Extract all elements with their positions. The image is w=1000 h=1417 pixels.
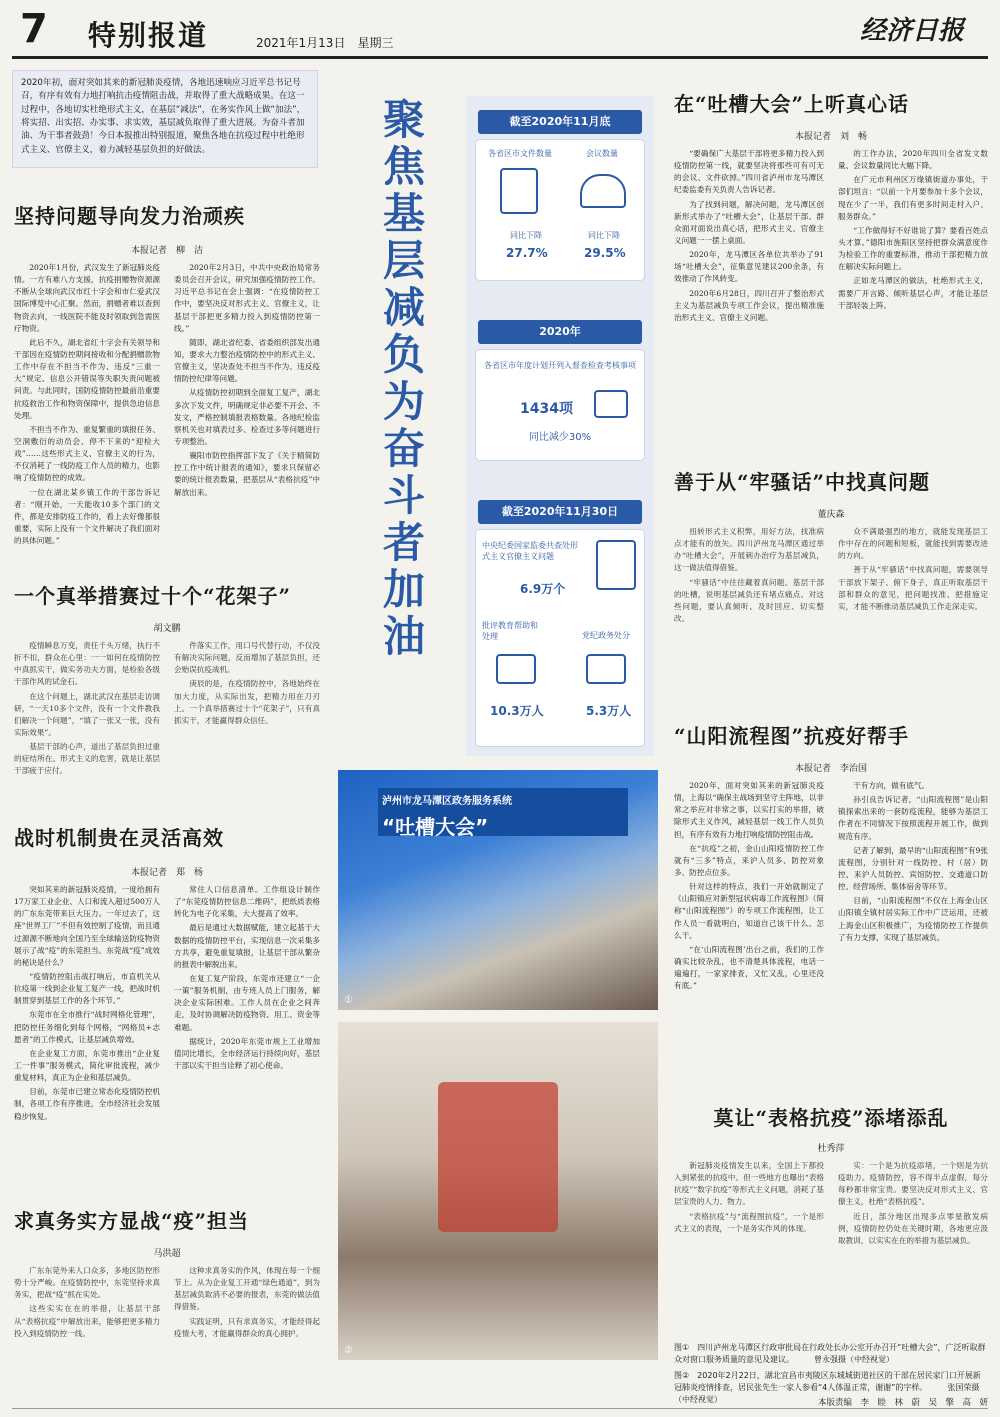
paragraph: 2020年1月份，武汉发生了新冠肺炎疫情。一方有难八方支援，抗疫捐赠物资源源不断从全球向武汉市红十字会和市仁爱武汉国际博览中心汇聚。然而，捐赠者难以查到物资去向，一线医院不能及时领取到急需医疗物资。 bbox=[14, 263, 160, 333]
meetings-label: 会议数量 bbox=[586, 149, 618, 158]
paragraph: 孙引良告诉记者，“山阳流程图”是山阳镇探索出来的一套防疫流程，能够为基层工作者在不同情况下按照流程开展工作，做到规范有序。 bbox=[838, 795, 988, 841]
paragraph: “在‘山阳流程图’出台之前，我们的工作确实比较杂乱，也不清楚具体流程，电话一遍遍打，一家家排查，又忙又乱，心里还没有底。” bbox=[674, 944, 824, 991]
people-icon bbox=[496, 654, 536, 684]
article-title: 善于从“牢骚话”中找真问题 bbox=[674, 470, 931, 494]
edu-label: 批评教育帮助和处理 bbox=[482, 621, 538, 641]
body-column bbox=[674, 1160, 824, 1310]
article-byline: 杜秀萍 bbox=[817, 1144, 845, 1154]
party-value: 5.3万人 bbox=[586, 704, 632, 718]
masthead-logo: 经济日报 bbox=[860, 16, 965, 46]
caption-2: 图② 2020年2月22日，湖北宜昌市夷陵区东城城街道社区的干部在居民家门口开展新冠肺炎疫情排查，居民张先生一家人参看“4人体温正常，谢谢”的字样。 张国荣摄（中经视觉） bbox=[674, 1371, 981, 1404]
paragraph: “工作做得好不好谁说了算？要看百姓点头才算。”德阳市旌阳区坚持把群众满意度作为检验工作的重要标准，推动干部把精力放在解决实际问题上。 bbox=[838, 225, 988, 272]
article-body bbox=[14, 640, 320, 792]
paragraph: 基层干部的心声，道出了基层负担过重的症结所在。形式主义的危害，就是让基层干部疲于应付。 bbox=[14, 742, 160, 776]
body-column bbox=[838, 148, 988, 418]
paragraph: 近日，部分地区出现多点零星散发病例，疫情防控仍处在关键时期，各地更应汲取教训，以实实在在的举措为基层减负。 bbox=[838, 1211, 988, 1245]
edu-value: 10.3万人 bbox=[490, 704, 544, 718]
paragraph: 实践证明，只有求真务实，才能经得起疫情大考，才能赢得群众的真心拥护。 bbox=[174, 1316, 320, 1338]
photo-figures bbox=[438, 1082, 558, 1232]
banner-subtitle: 泸州市龙马潭区政务服务系统 bbox=[382, 796, 512, 807]
body-column bbox=[838, 526, 988, 676]
article-title: “山阳流程图”抗疫好帮手 bbox=[674, 724, 910, 748]
paragraph: 东莞市在全市推行“战时网格化管理”，把防控任务细化到每个网格，“网格员+志愿者”的工作模式，让基层减负增效。 bbox=[14, 1010, 160, 1044]
paragraph: 在这个问题上，湖北武汉在基层走访调研，“一天10多个文件，没有一个文件教我们解决一个问题”，“填了一张又一张，没有实际效果”。 bbox=[14, 691, 160, 737]
article-body bbox=[674, 780, 988, 1120]
paragraph: 实：一个是为抗疫添堵，一个则是为抗疫助力。疫情防控，容不得半点虚假，每分每秒都非常宝贵。要坚决反对形式主义、官僚主义，杜绝“表格抗疫”。 bbox=[838, 1161, 988, 1207]
paragraph: 这些实实在在的举措，让基层干部从“表格抗疫”中解放出来，能够把更多精力投入到疫情防控一线。 bbox=[14, 1304, 160, 1338]
body-column bbox=[174, 262, 320, 580]
stats-box-2 bbox=[476, 350, 644, 460]
article-title: 一个真举措赛过十个“花架子” bbox=[14, 584, 292, 608]
issue-date: 2021年1月13日 星期三 bbox=[256, 36, 394, 50]
plan-label: 各省区市年度计划开列入督查检查考核事项 bbox=[484, 361, 636, 370]
article-title: 战时机制贵在灵活高效 bbox=[14, 826, 224, 850]
paragraph: 不担当不作为、重复繁重的填报任务、空洞敷衍的动员会、停不下来的“迎检大戏”……这些形式主义、官僚主义的行为，不仅消耗了一线防疫工作人员的精力，也影响了疫情防控的成效。 bbox=[14, 424, 160, 483]
photo-banner bbox=[378, 788, 628, 839]
paragraph: 件落实工作，用口号代替行动，不仅没有解决实际问题，反而增加了基层负担，还会贻误抗疫战机。 bbox=[174, 641, 320, 675]
paragraph: 为了找到问题，解决问题，龙马潭区创新形式举办了“吐槽大会”，让基层干部、群众面对面说出真心话，把形式主义、官僚主义问题一一摆上桌面。 bbox=[674, 199, 824, 245]
paragraph: 最后是通过大数据赋能，建立起基于大数据的疫情防控平台，实现信息一次采集多方共享，避免重复填报，让基层干部从繁杂的报表中解脱出来。 bbox=[174, 923, 320, 969]
body-column bbox=[838, 1160, 988, 1310]
paragraph: 在企业复工方面，东莞市推出“企业复工一件事”服务模式，简化审批流程，减少重复材料，真正为企业和基层减负。 bbox=[14, 1048, 160, 1083]
paragraph: 这种求真务实的作风，体现在每一个细节上。从为企业复工开通“绿色通道”，到为基层减负取消不必要的报表，东莞的做法值得借鉴。 bbox=[174, 1266, 320, 1312]
paragraph: 目前，“山阳流程图”不仅在上海金山区山阳镇全镇村居实际工作中广泛运用，还被上海金山区积极推广，为疫情防控工作提供了有力支撑，实现了基层减负。 bbox=[838, 896, 988, 942]
section-name: 特别报道 bbox=[88, 19, 209, 52]
article-body bbox=[14, 884, 320, 1184]
paragraph: 常住人口信息清单。工作组设计制作了“东莞疫情防控信息二维码”，把纸质表格转化为电子化采集，大大提高了效率。 bbox=[174, 885, 320, 919]
article-8 bbox=[674, 1102, 988, 1310]
files-change-label: 同比下降 bbox=[510, 231, 542, 240]
paragraph: 善于从“牢骚话”中找真问题，需要领导干部放下架子、俯下身子，真正听取基层干部和群众的意见，把问题找准、把措施定实，才能不断推动基层减负工作走深走实。 bbox=[838, 565, 988, 611]
paragraph: “表格抗疫”与“流程图抗疫”，一个是形式主义的表现，一个是务实作风的体现。 bbox=[674, 1211, 824, 1233]
badge-2020: 2020年 bbox=[478, 320, 642, 344]
article-title: 坚持问题导向发力治顽疾 bbox=[14, 204, 245, 228]
stats-box-1 bbox=[476, 140, 644, 280]
files-label: 各省区市文件数量 bbox=[488, 149, 552, 158]
paragraph: 随即，湖北省纪委、省委组织部发出通知，要求大力整治疫情防控中的形式主义、官僚主义，坚决查处不担当不作为、违反疫情防控纪律等问题。 bbox=[174, 337, 320, 384]
paragraph: 针对这样的特点，我们一开始就制定了《山阳镇应对新型冠状病毒工作流程图》（简称“山阳流程图”）的专项工作流程图，让工作人员一看就明白，知道自己该干什么、怎么干。 bbox=[674, 882, 824, 940]
article-body bbox=[674, 1160, 988, 1310]
body-column bbox=[674, 526, 824, 676]
paragraph: 疫情瞬息万变，责任千头万绪，执行不折不扣，群众在心里：一一如何在疫情防控中真抓实干，做实务功夫方面，是检验各级干部作风的试金石。 bbox=[14, 641, 160, 687]
paragraph: 干有方向，做有底气。 bbox=[853, 781, 930, 790]
article-body bbox=[674, 526, 988, 676]
paragraph: 突如其来的新冠肺炎疫情，一度给拥有17万家工业企业、人口和流入超过500万人的广东东莞带来巨大压力。一年过去了，这座“世界工厂”不但有效控制了疫情，而且通过源源不断地向全国乃至全球输送防疫物资展示了战“疫”的东莞担当。东莞战“疫”成效的秘诀是什么？ bbox=[14, 885, 160, 967]
paragraph: “牢骚话”中往往藏着真问题。基层干部的吐槽，说明基层减负还有堵点痛点。对这些问题，要认真倾听、及时回应、切实整改。 bbox=[674, 577, 824, 623]
paragraph: 正如龙马潭区的做法，杜绝形式主义，需要广开言路、倾听基层心声，才能让基层干部轻装上阵。 bbox=[838, 276, 988, 310]
files-value: 27.7% bbox=[506, 246, 548, 260]
footer-rule bbox=[12, 1408, 988, 1409]
banner-title: “吐槽大会” bbox=[382, 815, 489, 839]
photo-tucao-meeting bbox=[338, 770, 658, 1010]
photo-number: ② bbox=[344, 1345, 353, 1356]
paragraph: 此后不久，湖北省红十字会有关领导和干部因在疫情防控期间接收和分配捐赠款物工作中存在不担当不作为、违反“三重一大”规定、信息公开错误等失职失责问题被问责。与此同时，国防疫情防控最前沿重要抗疫救治工作和物资保障中，提供急迫信息处理。 bbox=[14, 337, 160, 420]
page-editors: 本版责编 李 睦 林 蔚 吴 擎 高 妍 bbox=[817, 1398, 988, 1408]
photo-community-check bbox=[338, 1022, 658, 1360]
paragraph: 2020年6月28日，四川召开了整治形式主义为基层减负专项工作会议，提出精准施治形式主义、官僚主义问题。 bbox=[674, 288, 824, 322]
meetings-change-label: 同比下降 bbox=[588, 231, 620, 240]
plan-change: 同比减少30% bbox=[528, 432, 592, 443]
article-body bbox=[14, 262, 320, 580]
checklist-icon bbox=[594, 390, 628, 418]
cases-label: 中央纪委国家监委共查处形式主义官僚主义问题 bbox=[482, 541, 578, 561]
article-body bbox=[14, 1265, 320, 1405]
body-column bbox=[14, 640, 160, 792]
body-column bbox=[14, 1265, 160, 1405]
meetings-value: 29.5% bbox=[584, 246, 626, 260]
badge-nov-30: 截至2020年11月30日 bbox=[478, 500, 642, 524]
article-4 bbox=[14, 1205, 320, 1405]
paragraph: “疫情防控阻击战打响后，市直机关从抗疫第一线到企业复工复产一线，把战时机制贯穿到基层工作的各个环节。” bbox=[14, 971, 160, 1006]
paragraph: 记者了解到，最早的“山阳流程图”有9张流程图，分别针对一线防控、村（居）防控、来沪人员防控、宾馆防控、交通道口防控、经营场所、集体宿舍等环节。 bbox=[838, 845, 988, 892]
article-5 bbox=[674, 88, 988, 418]
body-column bbox=[174, 1265, 320, 1405]
paragraph: 众不满最强烈的地方，就能发现基层工作中存在的问题和短板，就能找到需要改进的方向。 bbox=[838, 527, 988, 561]
party-label: 党纪政务处分 bbox=[582, 631, 630, 640]
body-column bbox=[174, 640, 320, 792]
caption-1: 图① 四川泸州龙马潭区行政审批局在行政处长办公室开办召开“吐槽大会”，广泛听取群众对窗口服务质量的意见及建议。 曾永强摄（中经视觉） bbox=[674, 1343, 986, 1364]
paragraph: 襄阳市防控指挥部下发了《关于精简防控工作中统计报表的通知》，要求只保留必要的统计报表数量，把基层从“表格抗疫”中解放出来。 bbox=[174, 451, 320, 497]
body-column bbox=[674, 780, 824, 1120]
article-1 bbox=[14, 200, 320, 580]
paragraph: 一位在湖北某乡镇工作的干部告诉记者：“刚开始，一天能收10多个部门的文件，都是安排防疫工作的，看上去好像都很重要，实际上没有一个文件解决了我们面对的具体问题。” bbox=[14, 487, 160, 546]
stats-box-3 bbox=[476, 530, 644, 746]
intro-box: 2020年初，面对突如其来的新冠肺炎疫情，各地迅速响应习近平总书记号召，有序有效有力地打响抗击疫情阻击战，并取得了重大战略成果。在这一过程中，各地切实杜绝形式主义，在基层“减法”，在务实作风上做“加法”，将实招、出实招、办实事、求实效，基层减负取得了重大进展。为奋斗者加油、为干事者鼓劲！今日本报推出特别报道，聚焦各地在抗疫过程中杜绝形式主义、官僚主义，着力减轻基层负担的好做法。 bbox=[12, 70, 318, 168]
article-byline: 本报记者 李治国 bbox=[794, 764, 867, 774]
badge-icon bbox=[586, 654, 626, 684]
article-2 bbox=[14, 580, 320, 792]
paragraph: 在复工复产阶段，东莞市还建立“一企一策”服务机制，由专班人员上门服务，解决企业实际困难。工作人员在企业之间奔走，及时协调解决防疫物资、用工、资金等难题。 bbox=[174, 973, 320, 1032]
paragraph: 2020年，龙马潭区各单位共举办了91场“吐槽大会”，征集意见建议200余条，有效推动了作风转变。 bbox=[674, 250, 824, 284]
article-3 bbox=[14, 822, 320, 1184]
page-header bbox=[0, 0, 1000, 58]
infographic-panel bbox=[466, 96, 654, 756]
paragraph: 在广元市利州区万缘镇街道办事处，干部们坦言：“以前一个月要参加十多个会议，现在少了一半，我们有更多时间走村入户、服务群众。” bbox=[838, 175, 988, 221]
article-body bbox=[674, 148, 988, 418]
paragraph: 新冠肺炎疫情发生以来，全国上下都投入到紧张的抗疫中。但一些地方也曝出“表格抗疫”“数字抗疫”等形式主义问题，消耗了基层宝贵的人力、物力。 bbox=[674, 1161, 824, 1207]
article-6 bbox=[674, 466, 988, 676]
article-7 bbox=[674, 720, 988, 1120]
plan-value: 1434项 bbox=[520, 401, 573, 417]
article-byline: 本报记者 柳 洁 bbox=[130, 246, 203, 256]
article-title: 莫让“表格抗疫”添堵添乱 bbox=[713, 1106, 949, 1130]
article-title: 在“吐槽大会”上听真心话 bbox=[674, 92, 910, 116]
article-byline: 本报记者 郑 杨 bbox=[130, 868, 203, 878]
paragraph: 目前，东莞市已建立常态化疫情防控机制，各项工作有序推进，全市经济社会发展稳步恢复。 bbox=[14, 1087, 160, 1121]
body-column bbox=[14, 262, 160, 580]
paragraph: 扭转形式主义积弊，用好方法，找准病点才能有的放矢。四川泸州龙马潭区通过举办“吐槽大会”，开展刺办治疗为基层减负，这一做法值得借鉴。 bbox=[674, 527, 824, 573]
paragraph: 2020年，面对突如其来的新冠肺炎疫情，上海以“确保主战场到坚守主阵地，以非常之举应对非常之事，以实打实的举措，破除形式主义作风，减轻基层一线工作人员负担，有序有效有力地打响疫情防控阻击战。 bbox=[674, 781, 824, 839]
article-byline: 马洪超 bbox=[153, 1249, 181, 1259]
article-byline: 胡文鹏 bbox=[153, 624, 181, 634]
paragraph: 庚辰的是，在疫情防控中，各地始终在加大力度，从实际出发，把精力用在刀刃上。一个真举措赛过十个“花架子”，只有真抓实干，才能赢得群众信任。 bbox=[174, 679, 320, 725]
paragraph: 在“抗疫”之初，金山山阳疫情防控工作就有“三多”特点，来沪人员多、防控对象多、防控点位多。 bbox=[674, 843, 824, 877]
magnifier-icon bbox=[596, 540, 636, 590]
article-byline: 本报记者 刘 畅 bbox=[794, 132, 867, 142]
paragraph: 从疫情防控初期到全面复工复产，湖北多次下发文件，明确规定非必要不开会、不发文，严格控制填报表格数量。各地纪检监察机关也对填表过多、检查过多等问题进行专项整治。 bbox=[174, 388, 320, 446]
main-title: 聚焦基层减负 为奋斗者加油 bbox=[382, 95, 425, 662]
photo-number: ① bbox=[344, 995, 353, 1006]
page-number: 7 bbox=[20, 6, 48, 52]
cases-value: 6.9万个 bbox=[520, 582, 566, 596]
document-icon bbox=[500, 168, 538, 214]
header-rule bbox=[12, 56, 988, 59]
paragraph: “要确保广大基层干部将更多精力投入到疫情防控第一线，就要坚决将那些可有可无的会议、文件砍掉。”四川省泸州市龙马潭区纪委监委有关负责人告诉记者。 bbox=[674, 149, 824, 195]
body-column bbox=[14, 884, 160, 1184]
body-column bbox=[174, 884, 320, 1184]
article-byline: 董庆森 bbox=[817, 510, 845, 520]
body-column bbox=[674, 148, 824, 418]
badge-nov-end: 截至2020年11月底 bbox=[478, 110, 642, 134]
paragraph: 的工作办法，2020年四川全省发文数量、会议数量同比大幅下降。 bbox=[838, 149, 988, 171]
meeting-icon bbox=[580, 174, 626, 208]
paragraph: 2020年2月3日，中共中央政治局常务委员会召开会议，研究加强疫情防控工作。习近平总书记在会上强调：“在疫情防控工作中，要坚决反对形式主义、官僚主义，让基层干部把更多精力投入到疫情防控第一线。” bbox=[174, 263, 320, 333]
paragraph: 据统计，2020年东莞市规上工业增加值同比增长，全市经济运行持续向好，基层干部以实干担当诠释了初心使命。 bbox=[174, 1036, 320, 1070]
body-column bbox=[838, 780, 988, 1120]
paragraph: 广东东莞外来人口众多，多地区防控形势十分严峻。在疫情防控中，东莞坚持求真务实，把战“疫”抓在实处。 bbox=[14, 1266, 160, 1300]
article-title: 求真务实方显战“疫”担当 bbox=[14, 1209, 250, 1233]
